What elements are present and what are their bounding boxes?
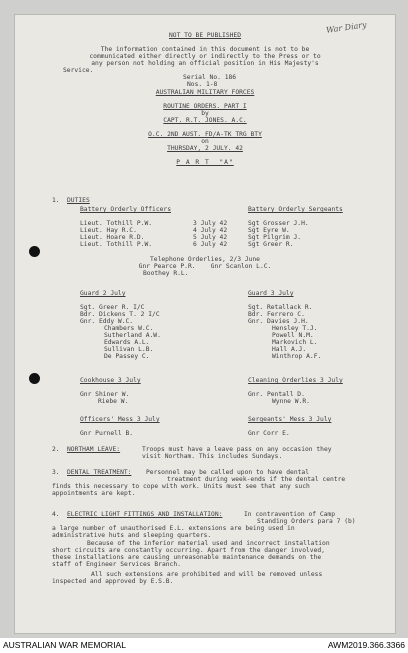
guard-3-member: Sgt. Retallack R. bbox=[248, 304, 313, 311]
guard-2-member: Gnr. Eddy W.C. bbox=[80, 318, 134, 325]
orderly-sergeant: Sgt Pilgrim J. bbox=[248, 234, 302, 241]
notice-line: communicated either directly or indirectly to the Press or to bbox=[89, 53, 321, 60]
section-text-line: treatment during week-ends if the dental centre bbox=[167, 476, 346, 483]
section-title-dental-treatment: DENTAL TREATMENT: bbox=[67, 469, 132, 476]
section-number: 1. bbox=[52, 197, 60, 204]
section-title-northam-leave: NORTHAM LEAVE: bbox=[67, 446, 121, 453]
orderly-officer-date: 6 July 42 bbox=[193, 241, 228, 248]
guard-3-member: Bdr. Ferrero C. bbox=[248, 311, 305, 318]
telephone-orderlies-title: Telephone Orderlies, 2/3 June bbox=[150, 256, 260, 263]
guard-3-member: Hensley T.J. bbox=[272, 325, 318, 332]
guard-3-title: Guard 3 July bbox=[248, 290, 294, 297]
binder-hole bbox=[29, 246, 40, 257]
guard-3-member: Markovich L. bbox=[272, 339, 318, 346]
orderly-sergeants-title: Battery Orderly Sergeants bbox=[248, 206, 343, 213]
section-text-line: All such extensions are prohibited and will be removed unless bbox=[91, 571, 323, 578]
sergeants-mess-title: Sergeants' Mess 3 July bbox=[248, 416, 332, 423]
section-text-line: Personnel may be called upon to have dental bbox=[146, 469, 310, 476]
notice-line: The information contained in this document is not to be bbox=[100, 46, 310, 53]
section-text-line: these installations are causing unreasonable maintenance demands on the bbox=[52, 554, 322, 561]
archive-footer bbox=[0, 638, 408, 653]
cleaning-orderlies-title: Cleaning Orderlies 3 July bbox=[248, 377, 343, 384]
section-number: 4. bbox=[52, 511, 60, 518]
order-numbers: Nos. 1-8 bbox=[187, 81, 218, 88]
officers-mess-title: Officers' Mess 3 July bbox=[80, 416, 160, 423]
guard-2-member: Edwards A.L. bbox=[104, 339, 150, 346]
guard-2-member: Chambers W.C. bbox=[104, 325, 154, 332]
handwritten-note: War Diary bbox=[325, 20, 368, 35]
orderly-sergeant: Sgt Grosser J.H. bbox=[248, 220, 309, 227]
guard-3-member: Winthrop A.F. bbox=[272, 353, 322, 360]
cookhouse-member: Gnr Shiner W. bbox=[80, 391, 130, 398]
unit-heading: O.C. 2ND AUST. FD/A-TK TRG BTY bbox=[148, 131, 262, 138]
section-text-line: In contravention of Camp bbox=[244, 511, 335, 518]
orderly-officer-name: Lieut. Tothill P.W. bbox=[80, 241, 153, 248]
cookhouse-member: Riebe W. bbox=[98, 398, 129, 405]
section-text-line: Standing Orders para 7 (b) bbox=[257, 518, 356, 525]
document-page bbox=[14, 14, 396, 634]
restriction-heading: NOT TO BE PUBLISHED bbox=[168, 32, 242, 39]
cleaning-orderly: Gnr. Pentall D. bbox=[248, 391, 305, 398]
on-line: on bbox=[201, 138, 209, 145]
archive-reference: AWM2019.366.3366 bbox=[327, 640, 405, 650]
telephone-orderlies-line: Gnr Pearce P.R. Gnr Scanlon L.C. bbox=[138, 263, 272, 270]
officers-mess-member: Gnr Purnell B. bbox=[80, 430, 134, 437]
serial-number: Serial No. 186 bbox=[183, 74, 237, 81]
guard-2-member: Sullivan L.B. bbox=[104, 346, 154, 353]
orderly-officer-name: Lieut. Hay R.C. bbox=[80, 227, 137, 234]
guard-2-member: Bdr. Dickens T. 2 I/C bbox=[80, 311, 160, 318]
orderly-officer-name: Lieut. Hoare R.D. bbox=[80, 234, 145, 241]
notice-line: any person not holding an official position in His Majesty's bbox=[91, 60, 319, 67]
guard-3-member: Powell N.M. bbox=[272, 332, 314, 339]
guard-3-member: Hall A.J. bbox=[272, 346, 307, 353]
section-text-line: staff of Engineer Services Branch. bbox=[52, 561, 181, 568]
guard-2-title: Guard 2 July bbox=[80, 290, 126, 297]
orderly-sergeant: Sgt Eyre W. bbox=[248, 227, 290, 234]
section-text-line: inspected and approved by E.S.B. bbox=[52, 578, 174, 585]
section-text-line: administrative huts and sleeping quarters. bbox=[52, 532, 212, 539]
guard-2-member: Sgt. Greer R. I/C bbox=[80, 304, 145, 311]
section-text-line: Because of the inferior material used and incorrect installation bbox=[87, 540, 330, 547]
section-text-line: a large number of unauthorised E.L. extensions are being used in bbox=[52, 525, 295, 532]
notice-line: Service. bbox=[63, 67, 94, 74]
part-heading: P A R T "A" bbox=[176, 159, 234, 166]
orderly-sergeant: Sgt Greer R. bbox=[248, 241, 294, 248]
by-line: by bbox=[201, 110, 209, 117]
orderly-officer-date: 5 July 42 bbox=[193, 234, 228, 241]
section-text-line: appointments are kept. bbox=[52, 490, 136, 497]
cookhouse-title: Cookhouse 3 July bbox=[80, 377, 141, 384]
cleaning-orderly: Wynne W.R. bbox=[272, 398, 310, 405]
archive-name: AUSTRALIAN WAR MEMORIAL bbox=[3, 640, 126, 650]
section-text-line: short circuits are constantly occurring. Apart from the danger involved, bbox=[52, 547, 325, 554]
officer-name: CAPT. R.T. JONES. A.C. bbox=[163, 117, 247, 124]
guard-2-member: Sutherland A.W. bbox=[104, 332, 161, 339]
date-heading: THURSDAY, 2 JULY. 42 bbox=[167, 145, 243, 152]
section-title-duties: DUTIES bbox=[67, 197, 90, 204]
section-number: 3. bbox=[52, 469, 60, 476]
guard-3-member: Gnr. Davies J.H. bbox=[248, 318, 309, 325]
force-heading: AUSTRALIAN MILITARY FORCES bbox=[155, 89, 255, 96]
section-text-line: Troops must have a leave pass on any occasion they bbox=[142, 446, 332, 453]
orderly-officer-name: Lieut. Tothill P.W. bbox=[80, 220, 153, 227]
binder-hole bbox=[29, 373, 40, 384]
telephone-orderlies-line: Boothey R.L. bbox=[143, 270, 189, 277]
section-title-electric-light: ELECTRIC LIGHT FITTINGS AND INSTALLATION: bbox=[67, 511, 223, 518]
orderly-officer-date: 4 July 42 bbox=[193, 227, 228, 234]
orderly-officer-date: 3 July 42 bbox=[193, 220, 228, 227]
orderly-officers-title: Battery Orderly Officers bbox=[80, 206, 171, 213]
section-number: 2. bbox=[52, 446, 60, 453]
guard-2-member: De Passey C. bbox=[104, 353, 150, 360]
section-text-line: finds this necessary to cope with work. Units must see that any such bbox=[52, 483, 310, 490]
orders-heading: ROUTINE ORDERS. PART I bbox=[163, 103, 247, 110]
sergeants-mess-member: Gnr Corr E. bbox=[248, 430, 290, 437]
section-text-line: visit Northam. This includes Sundays. bbox=[142, 453, 283, 460]
